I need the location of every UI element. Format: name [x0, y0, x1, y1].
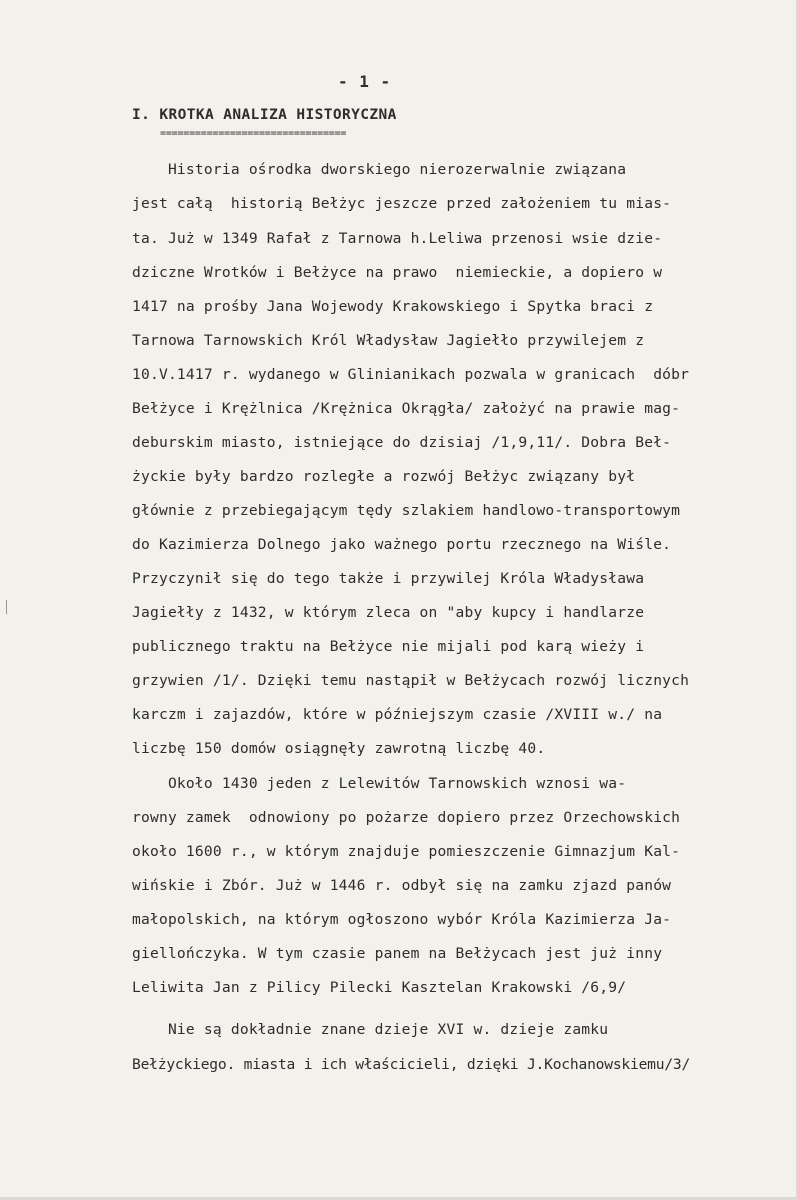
text-line: Około 1430 jeden z Lelewitów Tarnowskich wznosi wa-: [132, 775, 627, 792]
text-line: 1417 na prośby Jana Wojewody Krakowskiego i Spytka braci z: [132, 298, 654, 315]
text-line: małopolskich, na którym ogłoszono wybór Króla Kazimierza Ja-: [132, 911, 672, 928]
text-line: głównie z przebiegającym tędy szlakiem handlowo-transportowym: [132, 502, 681, 519]
text-line: wińskie i Zbór. Już w 1446 r. odbył się na zamku zjazd panów: [132, 877, 672, 894]
text-line: deburskim miasto, istniejące do dzisiaj /1,9,11/. Dobra Beł-: [132, 434, 672, 451]
text-line: Bełżyce i Krężlnica /Krężnica Okrągła/ założyć na prawie mag-: [132, 400, 681, 417]
heading-underline: ================================: [160, 128, 347, 139]
text-line: karczm i zajazdów, które w późniejszym czasie /XVIII w./ na: [132, 706, 663, 723]
text-line: giellończyka. W tym czasie panem na Bełżycach jest już inny: [132, 945, 663, 962]
text-line: grzywien /1/. Dzięki temu nastąpił w Bełżycach rozwój licznych: [132, 672, 690, 689]
text-line: Jagiełły z 1432, w którym zleca on "aby kupcy i handlarze: [132, 604, 645, 621]
text-line: publicznego traktu na Bełżyce nie mijali pod karą wieży i: [132, 638, 645, 655]
text-line: około 1600 r., w którym znajduje pomieszczenie Gimnazjum Kal-: [132, 843, 681, 860]
margin-mark: [6, 600, 7, 614]
text-line: ta. Już w 1349 Rafał z Tarnowa h.Leliwa przenosi wsie dzie-: [132, 230, 663, 247]
section-heading: I. KROTKA ANALIZA HISTORYCZNA: [132, 107, 397, 123]
text-line: liczbę 150 domów osiągnęły zawrotną liczbę 40.: [132, 740, 546, 757]
text-line: Historia ośrodka dworskiego nierozerwalnie związana: [132, 161, 627, 178]
text-line: Bełżyckiego. miasta i ich właścicieli, dzięki J.Kochanowskiemu/3/: [132, 1056, 691, 1073]
text-line: rowny zamek odnowiony po pożarze dopiero przez Orzechowskich: [132, 809, 681, 826]
text-line: dziczne Wrotków i Bełżyce na prawo niemieckie, a dopiero w: [132, 264, 663, 281]
text-line: Nie są dokładnie znane dzieje XVI w. dzieje zamku: [132, 1021, 609, 1038]
text-line: do Kazimierza Dolnego jako ważnego portu rzecznego na Wiśle.: [132, 536, 672, 553]
text-line: życkie były bardzo rozległe a rozwój Bełżyc związany był: [132, 468, 636, 485]
text-line: Przyczynił się do tego także i przywilej Króla Władysława: [132, 570, 645, 587]
text-line: 10.V.1417 r. wydanego w Glinianikach pozwala w granicach dóbr: [132, 366, 690, 383]
text-line: Tarnowa Tarnowskich Król Władysław Jagiełło przywilejem z: [132, 332, 645, 349]
page-number: - 1 -: [338, 72, 392, 91]
text-line: jest całą historią Bełżyc jeszcze przed założeniem tu mias-: [132, 195, 672, 212]
text-line: Leliwita Jan z Pilicy Pilecki Kasztelan Krakowski /6,9/: [132, 979, 627, 996]
